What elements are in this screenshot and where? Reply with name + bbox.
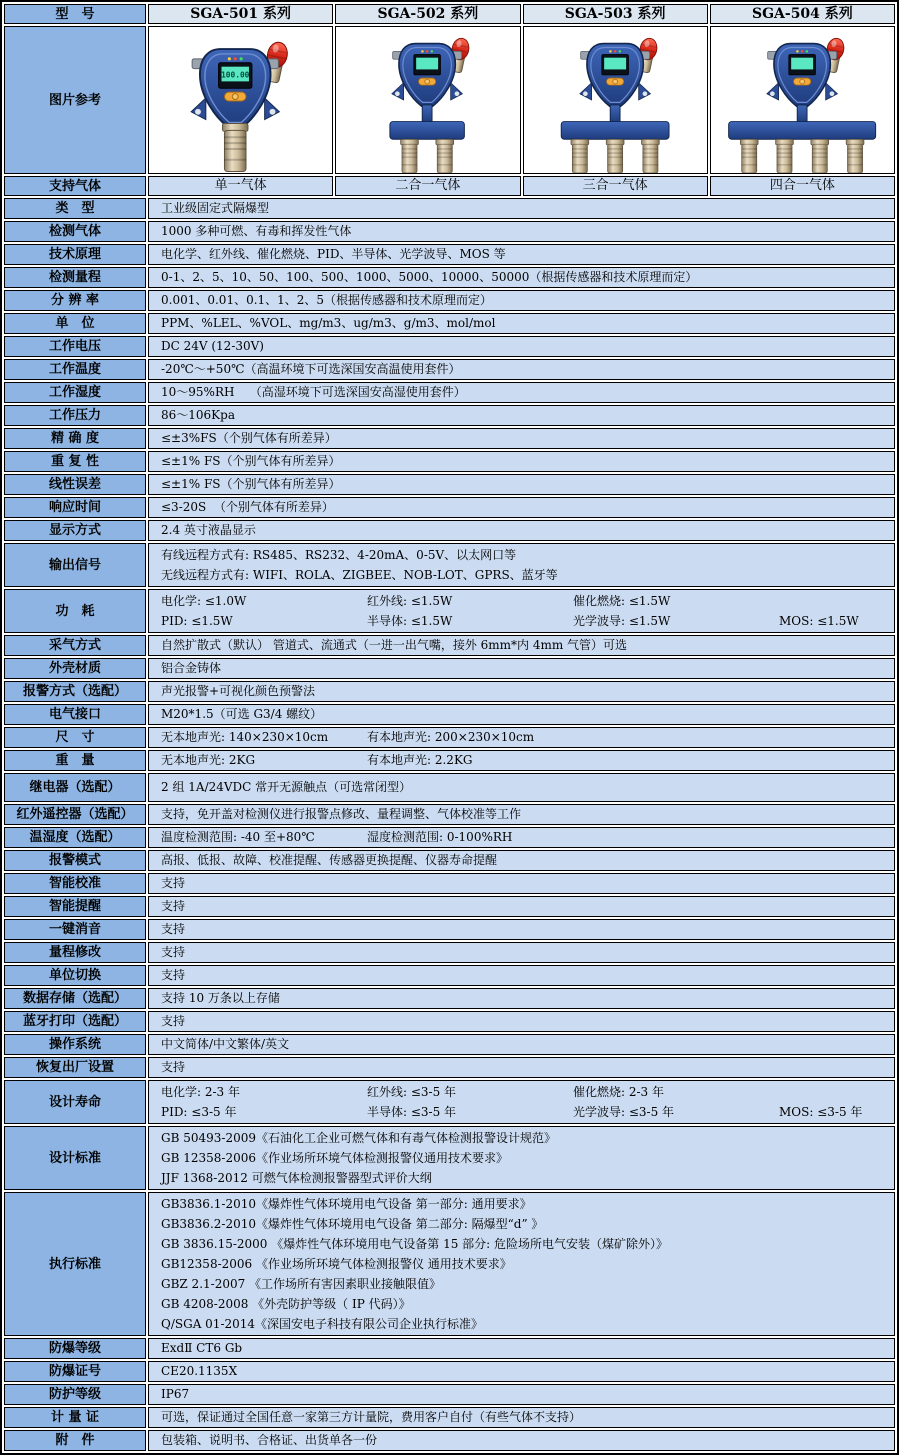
model-name-sga-504: SGA-504 系列 bbox=[710, 4, 895, 24]
row-label: 采气方式 bbox=[4, 635, 146, 656]
row-value bbox=[148, 635, 895, 656]
row-value bbox=[148, 1430, 895, 1451]
row-label: 工作温度 bbox=[4, 359, 146, 380]
row-label: 分 辨 率 bbox=[4, 290, 146, 311]
row-value bbox=[148, 1034, 895, 1055]
model-name-sga-502: SGA-502 系列 bbox=[335, 4, 520, 24]
row-label: 执行标准 bbox=[4, 1192, 146, 1336]
row-value bbox=[148, 359, 895, 380]
row-value bbox=[148, 1011, 895, 1032]
spec-line: 2 组 1A/24VDC 常开无源触点（可选常闭型） bbox=[161, 780, 412, 794]
product-image-sga-501 bbox=[148, 26, 333, 174]
spec-line: GB3836.1-2010《爆炸性气体环境用电气设备 第一部分: 通用要求》 bbox=[161, 1197, 532, 1211]
spec-row bbox=[4, 382, 895, 403]
spec-line: Q/SGA 01-2014《深国安电子科技有限公司企业执行标准》 bbox=[161, 1317, 484, 1331]
spec-row bbox=[4, 543, 895, 587]
row-label: 输出信号 bbox=[4, 543, 146, 587]
spec-line: 中文简体/中文繁体/英文 bbox=[161, 1037, 290, 1051]
spec-row bbox=[4, 1080, 895, 1124]
spec-row bbox=[4, 1126, 895, 1190]
spec-line: IP67 bbox=[161, 1387, 190, 1401]
spec-line: 支持 bbox=[161, 945, 186, 959]
spec-line: GB 12358-2006《作业场所环境气体检测报警仪通用技术要求》 bbox=[161, 1151, 508, 1165]
spec-line: 电化学、红外线、催化燃烧、PID、半导体、光学波导、MOS 等 bbox=[161, 247, 506, 261]
spec-segment: 电化学: ≤1.0W bbox=[161, 594, 247, 608]
spec-row bbox=[4, 1361, 895, 1382]
spec-row bbox=[4, 405, 895, 426]
row-label: 型 号 bbox=[4, 4, 146, 24]
row-value bbox=[148, 382, 895, 403]
spec-line: GB 3836.15-2000 《爆炸性气体环境用电气设备第 15 部分: 危险场所电气安装（煤矿除外）》 bbox=[161, 1237, 669, 1251]
spec-row bbox=[4, 497, 895, 518]
sensor-cylinder-icon bbox=[641, 139, 659, 173]
row-label: 附 件 bbox=[4, 1430, 146, 1451]
row-value bbox=[148, 313, 895, 334]
row-label: 电气接口 bbox=[4, 704, 146, 725]
row-value bbox=[148, 1126, 895, 1190]
gas-detector-triple-icon bbox=[524, 26, 707, 174]
sensor-cylinder-icon bbox=[222, 124, 247, 172]
lcd-screen-value: 100.00 bbox=[221, 70, 250, 80]
row-label: 线性误差 bbox=[4, 474, 146, 495]
spec-row bbox=[4, 704, 895, 725]
spec-row bbox=[4, 827, 895, 848]
spec-line: 0-1、2、5、10、50、100、500、1000、5000、10000、50000（根据传感器和技术原理而定） bbox=[161, 270, 698, 284]
spec-line bbox=[161, 1082, 888, 1102]
row-label: 红外遥控器（选配） bbox=[4, 804, 146, 825]
row-label: 精 确 度 bbox=[4, 428, 146, 449]
row-label: 工作湿度 bbox=[4, 382, 146, 403]
manifold-stem bbox=[422, 105, 432, 123]
spec-segment: 红外线: ≤1.5W bbox=[367, 594, 453, 608]
spec-row bbox=[4, 873, 895, 894]
spec-line: 1000 多种可燃、有毒和挥发性气体 bbox=[161, 224, 352, 238]
row-label: 设计标准 bbox=[4, 1126, 146, 1190]
spec-row bbox=[4, 474, 895, 495]
row-value bbox=[148, 1338, 895, 1359]
spec-line: 支持 10 万条以上存储 bbox=[161, 991, 280, 1005]
spec-line: GB 4208-2008 《外壳防护等级（ IP 代码）》 bbox=[161, 1297, 411, 1311]
spec-segment: 温度检测范围: -40 至+80℃ bbox=[161, 830, 315, 844]
sensor-cylinder-icon bbox=[606, 139, 624, 173]
spec-line: 包装箱、说明书、合格证、出货单各一份 bbox=[161, 1433, 378, 1447]
row-label: 防护等级 bbox=[4, 1384, 146, 1405]
row-label: 蓝牙打印（选配） bbox=[4, 1011, 146, 1032]
row-value bbox=[148, 681, 895, 702]
row-label: 操作系统 bbox=[4, 1034, 146, 1055]
sensor-cylinder-icon bbox=[775, 139, 793, 173]
row-value bbox=[148, 221, 895, 242]
spec-row bbox=[4, 850, 895, 871]
sensor-cylinder-icon bbox=[436, 139, 454, 173]
spec-line: -20℃～+50℃（高温环境下可选深国安高温使用套件） bbox=[161, 362, 461, 376]
row-value bbox=[148, 773, 895, 802]
spec-line: ≤±1% FS（个别气体有所差异） bbox=[161, 454, 341, 468]
spec-segment: 半导体: ≤3-5 年 bbox=[367, 1105, 457, 1119]
spec-line: 无线远程方式有: WIFI、ROLA、ZIGBEE、NOB-LOT、GPRS、蓝牙等 bbox=[161, 568, 558, 582]
sensor-cylinder-icon bbox=[740, 139, 758, 173]
row-label: 防爆证号 bbox=[4, 1361, 146, 1382]
spec-row bbox=[4, 451, 895, 472]
spec-row bbox=[4, 313, 895, 334]
spec-row bbox=[4, 520, 895, 541]
gas-detector-single-icon bbox=[149, 26, 332, 174]
spec-row bbox=[4, 804, 895, 825]
row-value bbox=[148, 1384, 895, 1405]
row-label: 支持气体 bbox=[4, 176, 146, 196]
spec-row bbox=[4, 942, 895, 963]
row-label: 量程修改 bbox=[4, 942, 146, 963]
spec-line bbox=[161, 752, 888, 769]
product-image-sga-503 bbox=[523, 26, 708, 174]
manifold-block bbox=[561, 122, 669, 140]
spec-segment: MOS: ≤1.5W bbox=[779, 614, 859, 628]
gas-type-value: 四合一气体 bbox=[710, 176, 895, 196]
row-label: 重 复 性 bbox=[4, 451, 146, 472]
row-label: 外壳材质 bbox=[4, 658, 146, 679]
supported-gas-row bbox=[4, 176, 895, 196]
sensor-cylinder-icon bbox=[401, 139, 419, 173]
row-label: 恢复出厂设置 bbox=[4, 1057, 146, 1078]
row-value bbox=[148, 727, 895, 748]
spec-row bbox=[4, 589, 895, 633]
spec-line: 有线远程方式有: RS485、RS232、4-20mA、0-5V、以太网口等 bbox=[161, 548, 517, 562]
spec-line: 支持 bbox=[161, 1014, 186, 1028]
row-label: 工作压力 bbox=[4, 405, 146, 426]
spec-row bbox=[4, 1034, 895, 1055]
gas-type-value: 三合一气体 bbox=[523, 176, 708, 196]
detector-head-icon bbox=[392, 44, 463, 107]
spec-segment: PID: ≤1.5W bbox=[161, 614, 233, 628]
spec-line: GBZ 2.1-2007 《工作场所有害因素职业接触限值》 bbox=[161, 1277, 442, 1291]
row-label: 功 耗 bbox=[4, 589, 146, 633]
spec-segment: 无本地声光: 140×230×10cm bbox=[161, 730, 329, 744]
row-label: 温湿度（选配） bbox=[4, 827, 146, 848]
spec-line: GB12358-2006 《作业场所环境气体检测报警仪 通用技术要求》 bbox=[161, 1257, 512, 1271]
spec-row bbox=[4, 267, 895, 288]
spec-row bbox=[4, 359, 895, 380]
spec-line: 自然扩散式（默认） 管道式、流通式（一进一出气嘴，接外 6mm*内 4mm 气管）可选 bbox=[161, 638, 628, 652]
spec-row bbox=[4, 1430, 895, 1451]
spec-line: 支持 bbox=[161, 876, 186, 890]
spec-row bbox=[4, 658, 895, 679]
spec-row bbox=[4, 1057, 895, 1078]
spec-row bbox=[4, 919, 895, 940]
manifold-stem bbox=[610, 105, 620, 123]
row-value bbox=[148, 1361, 895, 1382]
spec-row bbox=[4, 896, 895, 917]
spec-row bbox=[4, 965, 895, 986]
manifold-stem bbox=[797, 105, 807, 123]
spec-row bbox=[4, 635, 895, 656]
spec-line: 可选，保证通过全国任意一家第三方计量院，费用客户自付（有些气体不支持） bbox=[161, 1410, 582, 1424]
spec-line bbox=[161, 611, 888, 631]
gas-detector-quad-icon bbox=[711, 26, 894, 174]
row-label: 图片参考 bbox=[4, 26, 146, 174]
row-value bbox=[148, 474, 895, 495]
product-image-sga-504 bbox=[710, 26, 895, 174]
spec-row bbox=[4, 428, 895, 449]
row-value bbox=[148, 405, 895, 426]
row-value bbox=[148, 1192, 895, 1336]
row-value bbox=[148, 804, 895, 825]
spec-line: 支持 bbox=[161, 922, 186, 936]
spec-line: 声光报警+可视化颜色预警法 bbox=[161, 684, 316, 698]
spec-segment: 光学波导: ≤3-5 年 bbox=[573, 1105, 675, 1119]
row-label: 单 位 bbox=[4, 313, 146, 334]
gas-type-value: 单一气体 bbox=[148, 176, 333, 196]
row-label: 数据存储（选配） bbox=[4, 988, 146, 1009]
row-label: 计 量 证 bbox=[4, 1407, 146, 1428]
row-value bbox=[148, 1407, 895, 1428]
row-label: 继电器（选配） bbox=[4, 773, 146, 802]
row-label: 智能提醒 bbox=[4, 896, 146, 917]
spec-line: ExdⅡ CT6 Gb bbox=[161, 1341, 243, 1355]
product-image-sga-502 bbox=[335, 26, 520, 174]
row-value bbox=[148, 988, 895, 1009]
spec-segment: 催化燃烧: ≤1.5W bbox=[573, 594, 671, 608]
row-value bbox=[148, 520, 895, 541]
row-value bbox=[148, 896, 895, 917]
row-label: 重 量 bbox=[4, 750, 146, 771]
model-name-sga-503: SGA-503 系列 bbox=[523, 4, 708, 24]
row-label: 智能校准 bbox=[4, 873, 146, 894]
spec-line: 铝合金铸体 bbox=[161, 661, 222, 675]
spec-line: GB3836.2-2010《爆炸性气体环境用电气设备 第二部分: 隔爆型“d” 》 bbox=[161, 1217, 544, 1231]
spec-row bbox=[4, 1338, 895, 1359]
row-label: 单位切换 bbox=[4, 965, 146, 986]
spec-line: 高报、低报、故障、校准提醒、传感器更换提醒、仪器寿命提醒 bbox=[161, 853, 498, 867]
spec-segment: PID: ≤3-5 年 bbox=[161, 1105, 237, 1119]
spec-line: ≤±3%FS（个别气体有所差异） bbox=[161, 431, 337, 445]
spec-row bbox=[4, 773, 895, 802]
row-value bbox=[148, 267, 895, 288]
row-value bbox=[148, 497, 895, 518]
row-label: 技术原理 bbox=[4, 244, 146, 265]
sensor-cylinder-icon bbox=[846, 139, 864, 173]
model-name-sga-501: SGA-501 系列 bbox=[148, 4, 333, 24]
spec-row bbox=[4, 198, 895, 219]
spec-segment: 红外线: ≤3-5 年 bbox=[367, 1085, 457, 1099]
manifold-block bbox=[390, 122, 464, 140]
spec-row bbox=[4, 1407, 895, 1428]
row-label: 一键消音 bbox=[4, 919, 146, 940]
row-value bbox=[148, 873, 895, 894]
spec-row bbox=[4, 290, 895, 311]
spec-row bbox=[4, 1011, 895, 1032]
spec-row bbox=[4, 244, 895, 265]
row-value bbox=[148, 965, 895, 986]
model-header-row bbox=[4, 4, 895, 24]
spec-line bbox=[161, 591, 888, 611]
row-label: 防爆等级 bbox=[4, 1338, 146, 1359]
row-value bbox=[148, 451, 895, 472]
row-value bbox=[148, 704, 895, 725]
spec-line: 工业级固定式隔爆型 bbox=[161, 201, 270, 215]
row-value bbox=[148, 1080, 895, 1124]
spec-line: GB 50493-2009《石油化工企业可燃气体和有毒气体检测报警设计规范》 bbox=[161, 1131, 556, 1145]
spec-segment: 电化学: 2-3 年 bbox=[161, 1085, 240, 1099]
spec-line bbox=[161, 1102, 888, 1122]
spec-line: 2.4 英寸液晶显示 bbox=[161, 523, 256, 537]
spec-line: JJF 1368-2012 可燃气体检测报警器型式评价大纲 bbox=[161, 1171, 432, 1185]
manifold-block bbox=[728, 122, 875, 140]
row-value bbox=[148, 1057, 895, 1078]
sensor-cylinder-icon bbox=[811, 139, 829, 173]
row-label: 检测量程 bbox=[4, 267, 146, 288]
spec-segment: 催化燃烧: 2-3 年 bbox=[573, 1085, 664, 1099]
spec-row bbox=[4, 750, 895, 771]
row-value bbox=[148, 428, 895, 449]
spec-segment: 有本地声光: 2.2KG bbox=[367, 753, 473, 767]
spec-line: 支持 bbox=[161, 899, 186, 913]
spec-line: 86～106Kpa bbox=[161, 408, 235, 422]
spec-line: ≤3-20S （个别气体有所差异） bbox=[161, 500, 334, 514]
spec-line bbox=[161, 729, 888, 746]
detector-head-icon bbox=[767, 44, 838, 107]
row-label: 工作电压 bbox=[4, 336, 146, 357]
spec-segment: 半导体: ≤1.5W bbox=[367, 614, 453, 628]
row-value bbox=[148, 589, 895, 633]
row-label: 尺 寸 bbox=[4, 727, 146, 748]
row-label: 报警方式（选配） bbox=[4, 681, 146, 702]
row-label: 响应时间 bbox=[4, 497, 146, 518]
spec-row bbox=[4, 336, 895, 357]
spec-row bbox=[4, 221, 895, 242]
row-value bbox=[148, 919, 895, 940]
spec-line: PPM、%LEL、%VOL、mg/m3、ug/m3、g/m3、mol/mol bbox=[161, 316, 496, 330]
detector-head-icon bbox=[579, 44, 650, 107]
row-label: 报警模式 bbox=[4, 850, 146, 871]
gas-detector-dual-icon bbox=[336, 26, 519, 174]
spec-line: M20*1.5（可选 G3/4 螺纹） bbox=[161, 707, 323, 721]
spec-line: 0.001、0.01、0.1、1、2、5（根据传感器和技术原理而定） bbox=[161, 293, 493, 307]
row-value bbox=[148, 336, 895, 357]
row-value bbox=[148, 942, 895, 963]
spec-row bbox=[4, 988, 895, 1009]
spec-line: 10～95%RH （高湿环境下可选深国安高湿使用套件） bbox=[161, 385, 466, 399]
row-value bbox=[148, 543, 895, 587]
detector-head-icon bbox=[191, 49, 279, 127]
sensor-cylinder-icon bbox=[570, 139, 588, 173]
spec-line: DC 24V (12-30V) bbox=[161, 339, 264, 353]
row-label: 类 型 bbox=[4, 198, 146, 219]
gas-type-value: 二合一气体 bbox=[335, 176, 520, 196]
spec-row bbox=[4, 1192, 895, 1336]
row-value bbox=[148, 244, 895, 265]
spec-segment: 光学波导: ≤1.5W bbox=[573, 614, 671, 628]
spec-segment: 无本地声光: 2KG bbox=[161, 753, 256, 767]
row-label: 设计寿命 bbox=[4, 1080, 146, 1124]
spec-segment: MOS: ≤3-5 年 bbox=[779, 1105, 863, 1119]
spec-segment: 有本地声光: 200×230×10cm bbox=[367, 730, 535, 744]
row-value bbox=[148, 827, 895, 848]
row-value bbox=[148, 750, 895, 771]
spec-rows bbox=[4, 198, 895, 1451]
spec-row bbox=[4, 1384, 895, 1405]
row-value bbox=[148, 850, 895, 871]
spec-line: 支持 bbox=[161, 1060, 186, 1074]
row-label: 检测气体 bbox=[4, 221, 146, 242]
spec-line: ≤±1% FS（个别气体有所差异） bbox=[161, 477, 341, 491]
row-value bbox=[148, 658, 895, 679]
spec-line: 支持，免开盖对检测仪进行报警点修改、量程调整、气体校准等工作 bbox=[161, 807, 522, 821]
row-value bbox=[148, 198, 895, 219]
row-label: 显示方式 bbox=[4, 520, 146, 541]
product-image-row bbox=[4, 26, 895, 174]
spec-row bbox=[4, 727, 895, 748]
spec-segment: 湿度检测范围: 0-100%RH bbox=[367, 830, 513, 844]
row-value bbox=[148, 290, 895, 311]
spec-line: 支持 bbox=[161, 968, 186, 982]
spec-line bbox=[161, 829, 888, 846]
spec-row bbox=[4, 681, 895, 702]
spec-line: CE20.1135X bbox=[161, 1364, 238, 1378]
